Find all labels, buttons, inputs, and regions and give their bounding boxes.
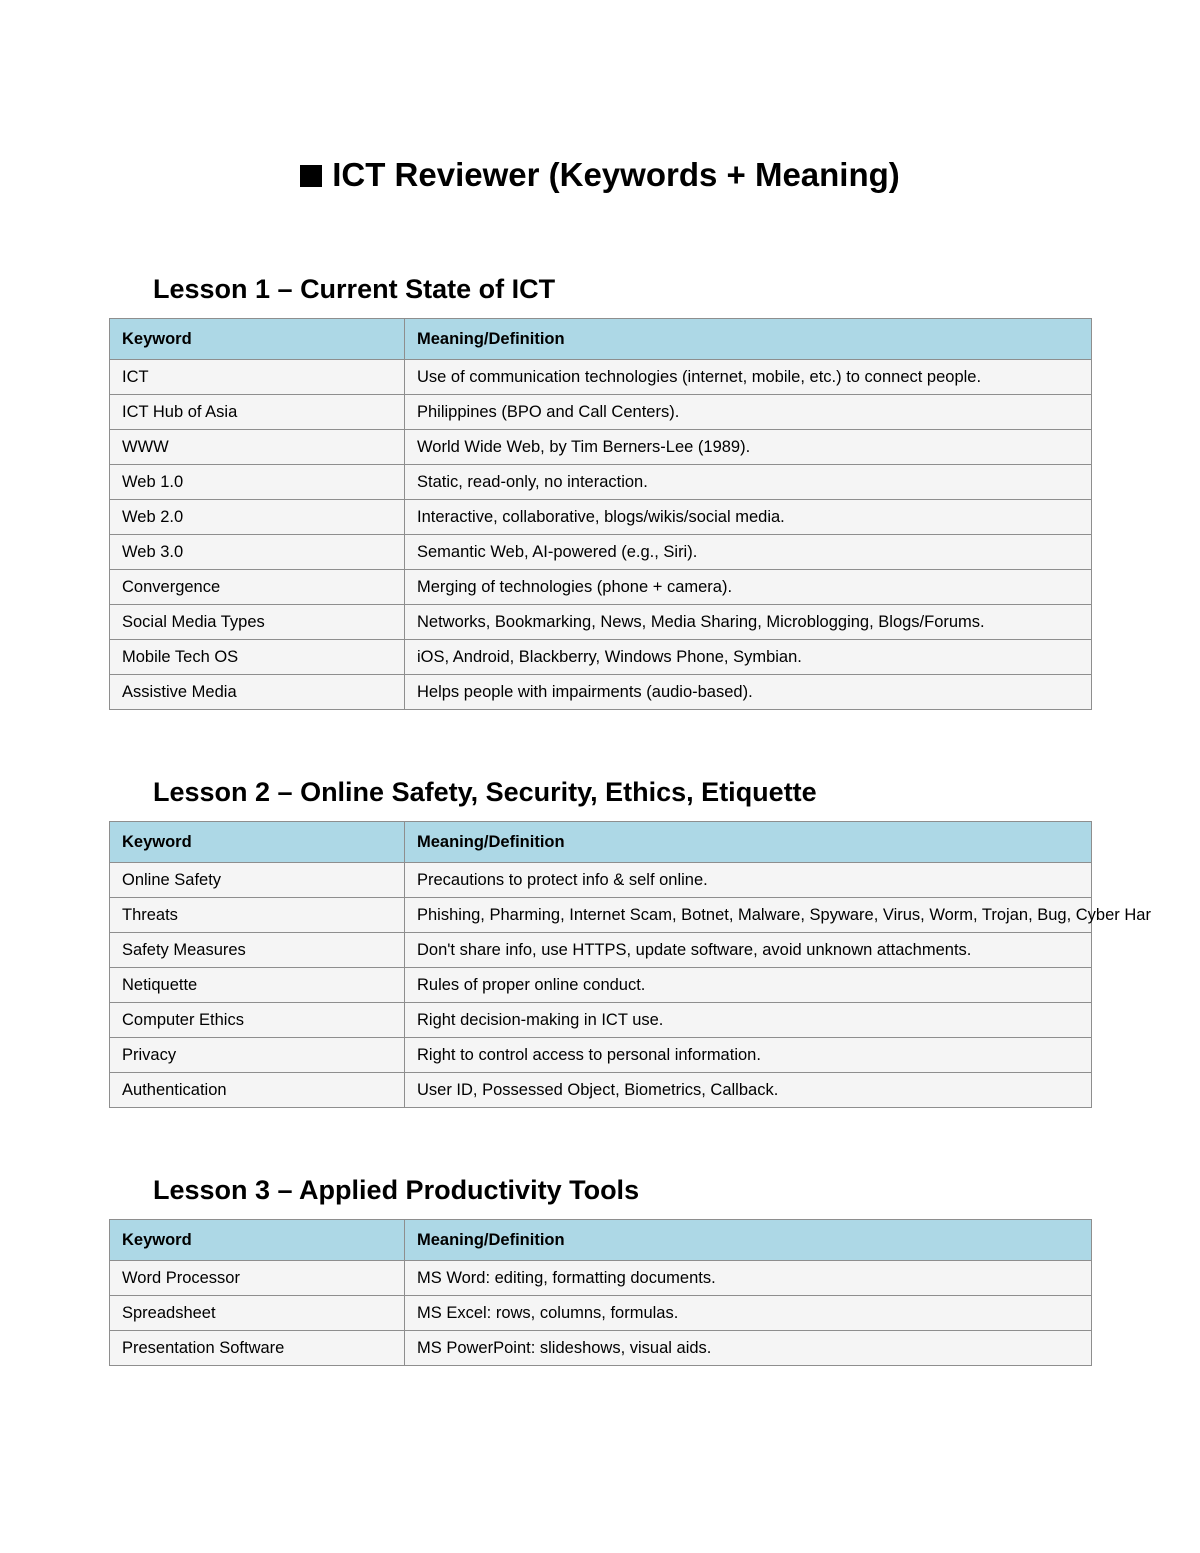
black-square-icon [300, 165, 322, 187]
meaning-cell: MS Word: editing, formatting documents. [405, 1261, 1092, 1296]
table-row [110, 605, 1092, 640]
keyword-cell: Presentation Software [110, 1331, 405, 1366]
table-row [110, 1331, 1092, 1366]
table-row [110, 675, 1092, 710]
table-row [110, 535, 1092, 570]
meaning-cell: Static, read-only, no interaction. [405, 465, 1092, 500]
table-row [110, 640, 1092, 675]
table-row [110, 1073, 1092, 1108]
keyword-cell: Mobile Tech OS [110, 640, 405, 675]
table-row [110, 933, 1092, 968]
lesson-1-table [109, 318, 1092, 710]
keyword-cell: Netiquette [110, 968, 405, 1003]
document-title [0, 153, 1200, 197]
meaning-cell: Phishing, Pharming, Internet Scam, Botnet, Malware, Spyware, Virus, Worm, Trojan, Bug, Cyber Har [405, 898, 1092, 933]
meaning-cell: Networks, Bookmarking, News, Media Sharing, Microblogging, Blogs/Forums. [405, 605, 1092, 640]
column-header-keyword: Keyword [110, 822, 405, 863]
table-row [110, 465, 1092, 500]
table-row [110, 1038, 1092, 1073]
meaning-cell: Rules of proper online conduct. [405, 968, 1092, 1003]
meaning-cell: Use of communication technologies (internet, mobile, etc.) to connect people. [405, 360, 1092, 395]
table-header-row [110, 1220, 1092, 1261]
document-title-text: ICT Reviewer (Keywords + Meaning) [332, 156, 900, 193]
keyword-cell: Web 1.0 [110, 465, 405, 500]
lesson-1-heading: Lesson 1 – Current State of ICT [153, 274, 556, 304]
keyword-cell: ICT Hub of Asia [110, 395, 405, 430]
table-row [110, 1003, 1092, 1038]
column-header-meaning: Meaning/Definition [405, 319, 1092, 360]
meaning-cell: World Wide Web, by Tim Berners-Lee (1989). [405, 430, 1092, 465]
table-row [110, 898, 1092, 933]
meaning-cell: Don't share info, use HTTPS, update software, avoid unknown attachments. [405, 933, 1092, 968]
meaning-cell: Interactive, collaborative, blogs/wikis/social media. [405, 500, 1092, 535]
keyword-cell: WWW [110, 430, 405, 465]
column-header-keyword: Keyword [110, 319, 405, 360]
table-header-row [110, 319, 1092, 360]
keyword-cell: Computer Ethics [110, 1003, 405, 1038]
keyword-cell: Web 3.0 [110, 535, 405, 570]
meaning-cell: Semantic Web, AI-powered (e.g., Siri). [405, 535, 1092, 570]
table-header-row [110, 822, 1092, 863]
table-row [110, 1296, 1092, 1331]
table-row [110, 570, 1092, 605]
lesson-3-table [109, 1219, 1092, 1366]
keyword-cell: Threats [110, 898, 405, 933]
keyword-cell: Safety Measures [110, 933, 405, 968]
table-row [110, 968, 1092, 1003]
keyword-cell: Spreadsheet [110, 1296, 405, 1331]
column-header-meaning: Meaning/Definition [405, 1220, 1092, 1261]
lesson-3-heading: Lesson 3 – Applied Productivity Tools [153, 1175, 640, 1205]
meaning-cell: User ID, Possessed Object, Biometrics, Callback. [405, 1073, 1092, 1108]
keyword-cell: Word Processor [110, 1261, 405, 1296]
column-header-meaning: Meaning/Definition [405, 822, 1092, 863]
meaning-cell: MS PowerPoint: slideshows, visual aids. [405, 1331, 1092, 1366]
table-row [110, 360, 1092, 395]
table-row [110, 430, 1092, 465]
keyword-cell: ICT [110, 360, 405, 395]
meaning-cell: Right to control access to personal information. [405, 1038, 1092, 1073]
table-row [110, 500, 1092, 535]
table-row [110, 395, 1092, 430]
keyword-cell: Online Safety [110, 863, 405, 898]
keyword-cell: Privacy [110, 1038, 405, 1073]
table-row [110, 1261, 1092, 1296]
meaning-cell: MS Excel: rows, columns, formulas. [405, 1296, 1092, 1331]
meaning-cell: Merging of technologies (phone + camera). [405, 570, 1092, 605]
keyword-cell: Assistive Media [110, 675, 405, 710]
meaning-cell: Helps people with impairments (audio-based). [405, 675, 1092, 710]
meaning-cell: Philippines (BPO and Call Centers). [405, 395, 1092, 430]
keyword-cell: Convergence [110, 570, 405, 605]
meaning-cell: iOS, Android, Blackberry, Windows Phone, Symbian. [405, 640, 1092, 675]
keyword-cell: Web 2.0 [110, 500, 405, 535]
table-row [110, 863, 1092, 898]
meaning-cell: Precautions to protect info & self online. [405, 863, 1092, 898]
keyword-cell: Authentication [110, 1073, 405, 1108]
keyword-cell: Social Media Types [110, 605, 405, 640]
lesson-2-table [109, 821, 1151, 1108]
column-header-keyword: Keyword [110, 1220, 405, 1261]
meaning-cell: Right decision-making in ICT use. [405, 1003, 1092, 1038]
lesson-2-heading: Lesson 2 – Online Safety, Security, Ethics, Etiquette [153, 777, 817, 807]
